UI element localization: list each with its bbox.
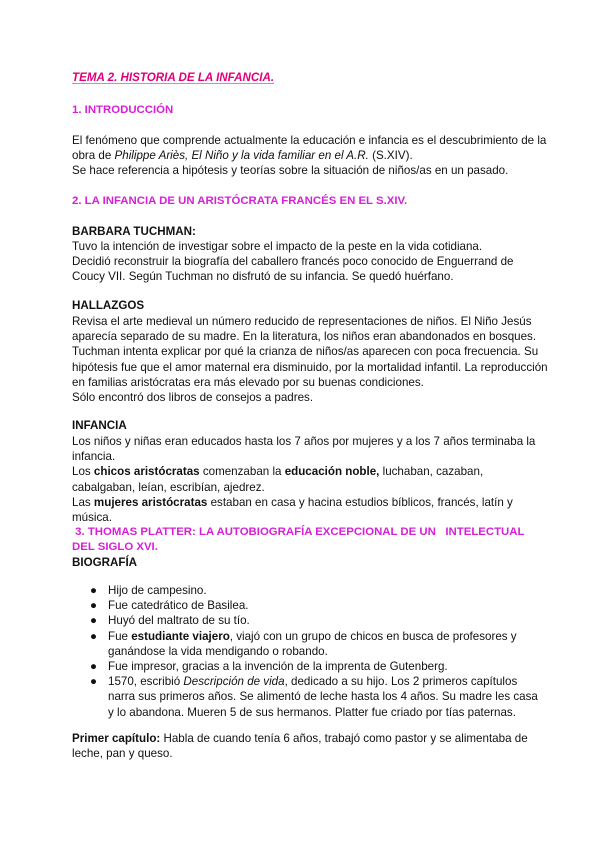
mujeres-aristocratas-term: mujeres aristócratas bbox=[93, 495, 208, 509]
bullet-icon: ● bbox=[90, 584, 98, 597]
hallazgos-line: Revisa el arte medieval un número reducido de representaciones de niños. El Niño Jesús bbox=[72, 315, 532, 328]
primer-line: Primer capítulo: Habla de cuando tenía 6 años, trabajó como pastor y se alimentaba de bbox=[72, 732, 528, 745]
intro-paragraph bbox=[72, 133, 546, 179]
infancia-line: infancia. bbox=[72, 450, 116, 464]
list-item: ● 1570, escribió Descripción de vida, dedicado a su hijo. Los 2 primeros capítulos narra sus primeros años. Se alimentó de leche hasta los 4 años. Su madre les casa y lo abandona. Mueren 5 de sus hermanos. Platter fue criado por tías paternas. bbox=[90, 675, 538, 719]
barbara-paragraph bbox=[72, 239, 513, 285]
barbara-line: Tuvo la intención de investigar sobre el impacto de la peste en la vida cotidiana. bbox=[72, 240, 483, 253]
primer-capitulo-paragraph bbox=[72, 731, 528, 761]
intro-line: obra de Philippe Ariès, El Niño y la vida familiar en el A.R. (S.XIV). bbox=[72, 149, 413, 163]
section-1-heading: 1. INTRODUCCIÓN bbox=[72, 104, 174, 116]
infancia-heading: INFANCIA bbox=[72, 419, 127, 432]
list-item: ● Fue catedrático de Basilea. bbox=[90, 599, 249, 613]
educacion-noble-term: educación noble, bbox=[284, 465, 380, 479]
primer-line: leche, pan y queso. bbox=[72, 747, 173, 761]
infancia-line: música. bbox=[72, 510, 112, 524]
intro-line: El fenómeno que comprende actualmente la educación e infancia es el descubrimiento de la bbox=[72, 134, 547, 147]
bullet-icon: ● bbox=[90, 599, 98, 613]
biografia-heading: BIOGRAFÍA bbox=[72, 556, 138, 569]
section-2-heading: 2. LA INFANCIA DE UN ARISTÓCRATA FRANCÉS EN EL S.XIV. bbox=[72, 195, 408, 207]
infancia-line: Los niños y niñas eran educados hasta los 7 años por mujeres y a los 7 años terminaba la bbox=[72, 435, 536, 448]
intro-line: Se hace referencia a hipótesis y teorías sobre la situación de niños/as en un pasado. bbox=[72, 164, 509, 178]
infancia-line: Los chicos aristócratas comenzaban la educación noble, luchaban, cazaban, bbox=[72, 465, 484, 479]
bullet-icon: ● bbox=[90, 629, 98, 643]
infancia-line: cabalgaban, leían, escribían, ajedrez. bbox=[72, 480, 265, 494]
list-item: ● Fue estudiante viajero, viajó con un grupo de chicos en busca de profesores y ganándose la vida mendigando o robando. bbox=[90, 629, 517, 658]
hallazgos-line: Tuchman intenta explicar por qué la crianza de niños/as aparecen con poca frecuencia. Su bbox=[72, 345, 539, 359]
barbara-heading: BARBARA TUCHMAN: bbox=[72, 225, 196, 238]
aries-work-title: Philippe Ariès, El Niño y la vida familiar en el A.R. bbox=[114, 149, 369, 163]
document-title: TEMA 2. HISTORIA DE LA INFANCIA. bbox=[72, 71, 275, 84]
hallazgos-line: Sólo encontró dos libros de consejos a padres. bbox=[72, 390, 314, 404]
infancia-line: Las mujeres aristócratas estaban en casa y hacina estudios bíblicos, francés, latín y bbox=[72, 495, 513, 509]
list-item: ● Hijo de campesino. bbox=[90, 584, 207, 597]
list-item: ● Huyó del maltrato de su tío. bbox=[90, 614, 250, 628]
hallazgos-line: aparecía separado de su madre. En la literatura, los niños eran abandonados en bosques. bbox=[72, 330, 537, 344]
chicos-aristocratas-term: chicos aristócratas bbox=[93, 465, 200, 479]
bullet-icon: ● bbox=[90, 614, 98, 628]
hallazgos-line: hipótesis fue que el amor maternal era disminuido, por la mortalidad infantil. La reproducción bbox=[72, 360, 548, 374]
bullet-icon: ● bbox=[90, 659, 98, 673]
infancia-paragraph bbox=[72, 434, 535, 525]
list-item: ● Fue impresor, gracias a la invención de la imprenta de Gutenberg. bbox=[90, 659, 448, 673]
biografia-list bbox=[72, 583, 538, 720]
section-3-heading: 3. THOMAS PLATTER: LA AUTOBIOGRAFÍA EXCEPCIONAL DE UN INTELECTUAL DEL SIGLO XVI. bbox=[72, 526, 525, 553]
hallazgos-line: en familias aristócratas era más elevado por su buenas condiciones. bbox=[72, 375, 424, 389]
primer-capitulo-label: Primer capítulo: bbox=[72, 732, 161, 745]
descripcion-de-vida-title: Descripción de vida bbox=[183, 675, 285, 689]
estudiante-viajero-term: estudiante viajero bbox=[131, 629, 230, 643]
hallazgos-paragraph bbox=[72, 314, 548, 405]
bullet-icon: ● bbox=[90, 675, 98, 689]
barbara-line: Coucy VII. Según Tuchman no disfrutó de su infancia. Se quedó huérfano. bbox=[72, 270, 454, 284]
hallazgos-heading: HALLAZGOS bbox=[72, 299, 145, 312]
barbara-line: Decidió reconstruir la biografía del caballero francés poco conocido de Enguerrand de bbox=[72, 255, 514, 269]
